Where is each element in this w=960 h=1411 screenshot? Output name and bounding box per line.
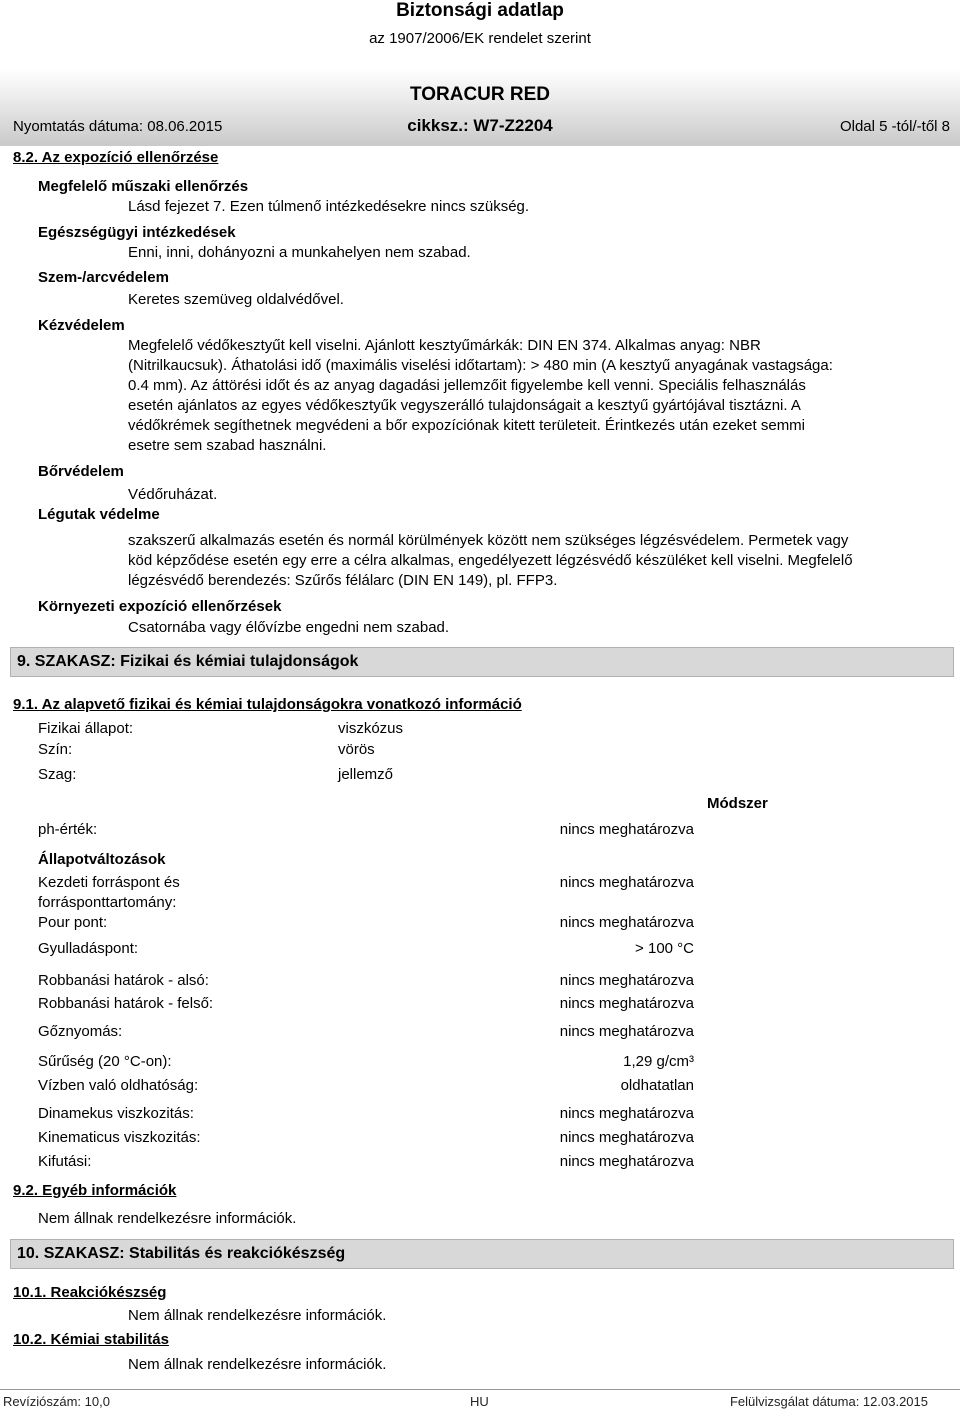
hand-protection-label: Kézvédelem [38, 317, 125, 334]
skin-protection-label: Bőrvédelem [38, 463, 124, 480]
color-label: Szín: [38, 741, 73, 758]
section-9-2-text: Nem állnak rendelkezésre információk. [38, 1210, 297, 1227]
odor-label: Szag: [38, 766, 77, 783]
prop-value: 1,29 g/cm³ [623, 1053, 694, 1070]
prop-value: nincs meghatározva [559, 1153, 694, 1170]
eye-protection-label: Szem-/arcvédelem [38, 269, 169, 286]
prop-value: > 100 °C [635, 940, 694, 957]
prop-label: Kezdeti forráspont és forrásponttartomány: [38, 874, 180, 911]
prop-value: nincs meghatározva [559, 821, 694, 838]
prop-label: Sűrűség (20 °C-on): [38, 1053, 172, 1070]
section-10-2-heading: 10.2. Kémiai stabilitás [13, 1331, 169, 1348]
product-name: TORACUR RED [409, 84, 551, 105]
document-subtitle: az 1907/2006/EK rendelet szerint [369, 30, 591, 47]
prop-label: Kifutási: [38, 1153, 92, 1170]
prop-label: Robbanási határok - felső: [38, 995, 214, 1012]
footer-divider [0, 1389, 960, 1390]
prop-label: Gyulladáspont: [38, 940, 139, 957]
env-exposure-text: Csatornába vagy élővízbe engedni nem szabad. [128, 619, 450, 636]
section-10-1-heading: 10.1. Reakciókészség [13, 1284, 167, 1301]
hygiene-label: Egészségügyi intézkedések [38, 224, 236, 241]
section-8-2-heading: 8.2. Az expozíció ellenőrzése [13, 149, 219, 166]
prop-value: nincs meghatározva [559, 914, 694, 931]
section-9-bar: 9. SZAKASZ: Fizikai és kémiai tulajdonságok [10, 647, 954, 677]
section-10-1-text: Nem állnak rendelkezésre információk. [128, 1307, 387, 1324]
respiratory-protection-text: szakszerű alkalmazás esetén és normál körülmények között nem szükséges légzésvédelem. Permetek vagy köd képződése esetén egy erre a célra alkalmas, engedélyezett légzésvédő készüléket kell viselni. Megfelelő légzésvédő berendezés: Szűrős félálarc (DIN EN 149), pl. FFP3. [128, 532, 853, 589]
env-exposure-label: Környezeti expozíció ellenőrzések [38, 598, 282, 615]
eye-protection-text: Keretes szemüveg oldalvédővel. [128, 291, 344, 308]
section-10-bar: 10. SZAKASZ: Stabilitás és reakciókészség [10, 1239, 954, 1269]
physical-state-label: Fizikai állapot: [38, 720, 134, 737]
section-9-2-heading: 9.2. Egyéb információk [13, 1182, 177, 1199]
prop-value: nincs meghatározva [559, 1129, 694, 1146]
print-date: Nyomtatás dátuma: 08.06.2015 [13, 118, 223, 135]
prop-label: Gőznyomás: [38, 1023, 123, 1040]
prop-label: Robbanási határok - alsó: [38, 972, 209, 989]
prop-label: ph-érték: [38, 821, 98, 838]
state-changes-heading: Állapotváltozások [38, 851, 166, 868]
section-10-2-text: Nem állnak rendelkezésre információk. [128, 1356, 387, 1373]
prop-label: Vízben való oldhatóság: [38, 1077, 199, 1094]
page-number: Oldal 5 -tól/-től 8 [839, 118, 950, 135]
prop-value: nincs meghatározva [559, 995, 694, 1012]
skin-protection-text: Védőruházat. [128, 486, 218, 503]
tech-control-label: Megfelelő műszaki ellenőrzés [38, 178, 249, 195]
color-value: vörös [338, 741, 375, 758]
section-9-1-heading: 9.1. Az alapvető fizikai és kémiai tulajdonságokra vonatkozó információ [13, 696, 522, 713]
prop-value: nincs meghatározva [559, 1105, 694, 1122]
review-date: Felülvizsgálat dátuma: 12.03.2015 [729, 1394, 928, 1409]
prop-value: nincs meghatározva [559, 1023, 694, 1040]
document-title: Biztonsági adatlap [396, 0, 564, 21]
method-header: Módszer [707, 795, 768, 812]
prop-label: Dinamekus viszkozitás: [38, 1105, 194, 1122]
prop-label: Kinematicus viszkozitás: [38, 1129, 201, 1146]
tech-control-text: Lásd fejezet 7. Ezen túlmenő intézkedésekre nincs szükség. [128, 198, 530, 215]
prop-label: Pour pont: [38, 914, 108, 931]
prop-value: nincs meghatározva [559, 972, 694, 989]
odor-value: jellemző [338, 766, 394, 783]
physical-state-value: viszkózus [338, 720, 404, 737]
language-code: HU [470, 1394, 489, 1409]
prop-value: oldhatatlan [620, 1077, 694, 1094]
revision-number: Revíziószám: 10,0 [3, 1394, 110, 1409]
hand-protection-text: Megfelelő védőkesztyűt kell viselni. Ajánlott kesztyűmárkák: DIN EN 374. Alkalmas anyag: NBR (Nitrilkaucsuk). Áthatolási idő (maximális viselési időtartam): > 480 min (A kesztyű anyagának vastagsága: 0.4 mm). Az áttörési időt és az anyag dagadási jellemzőit figyelembe kell venni. Speciális felhasználás esetén ajánlatos az egyes védőkesztyűk vegyszerálló tulajdonságait a kesztyű gyártójával tisztázni. A védőkrémek segíthetnek megvédeni a bőr expozíciónak kitett területeit. Érintkezés után ezeket semmi esetre sem szabad használni. [128, 337, 833, 454]
respiratory-protection-label: Légutak védelme [38, 506, 160, 523]
prop-value: nincs meghatározva [559, 874, 694, 891]
hygiene-text: Enni, inni, dohányozni a munkahelyen nem szabad. [128, 244, 471, 261]
article-number: cikksz.: W7-Z2204 [407, 116, 553, 135]
